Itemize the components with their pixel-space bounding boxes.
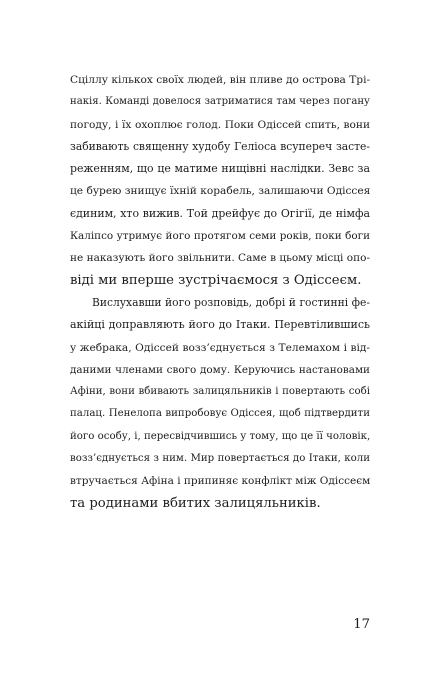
text-line: не наказують його звільнити. Саме в цьому місці опо- <box>70 252 370 265</box>
text-line: палац. Пенелопа випробовує Одіссея, щоб підтвердити <box>70 408 370 420</box>
text-line: акійці доправляють його до Ітаки. Перевтілившись <box>70 318 370 332</box>
text-line: Вислухавши його розповідь, добрі й гостинні фе- <box>92 295 370 309</box>
text-line: його особу, і, пересвідчившись у тому, що це її чоловік, <box>70 430 371 442</box>
text-line: у жебрака, Одіссей возз’єднується з Телемахом і від- <box>70 341 370 354</box>
text-line: віді ми вперше зустрічаємося з Одіссеєм. <box>70 272 362 288</box>
paragraph-2 <box>70 292 370 515</box>
body-text <box>70 69 370 515</box>
text-line: це бурею знищує їхній корабель, залишаючи Одіссея <box>70 185 371 198</box>
text-line: єдиним, хто вижив. Той дрейфує до Огігії, де німфа <box>70 206 370 220</box>
text-line: забивають священну худобу Геліоса всупереч засте- <box>70 139 370 153</box>
text-line: даними членами свого дому. Керуючись настановами <box>70 363 370 376</box>
page-number: 17 <box>353 617 370 632</box>
text-line: погоду, і їх охоплює голод. Поки Одіссей спить, вони <box>70 118 370 131</box>
text-line: Каліпсо утримує його протягом семи років, поки боги <box>70 230 370 243</box>
text-line: та родинами вбитих залицяльників. <box>70 495 321 511</box>
paragraph-1 <box>70 69 370 292</box>
text-line: Сціллу кількох своїх людей, він пливе до острова Трі- <box>70 74 371 86</box>
text-line: реженням, що це матиме нищівні наслідки. Зевс за <box>70 162 370 176</box>
text-line: накія. Команді довелося затриматися там через погану <box>70 96 370 108</box>
text-line: возз’єднується з ним. Мир повертається до Ітаки, коли <box>70 453 370 465</box>
text-line: втручається Афіна і припиняє конфлікт між Одіссеєм <box>70 475 371 488</box>
text-line: Афіни, вони вбивають залицяльників і повертають собі <box>70 386 370 398</box>
